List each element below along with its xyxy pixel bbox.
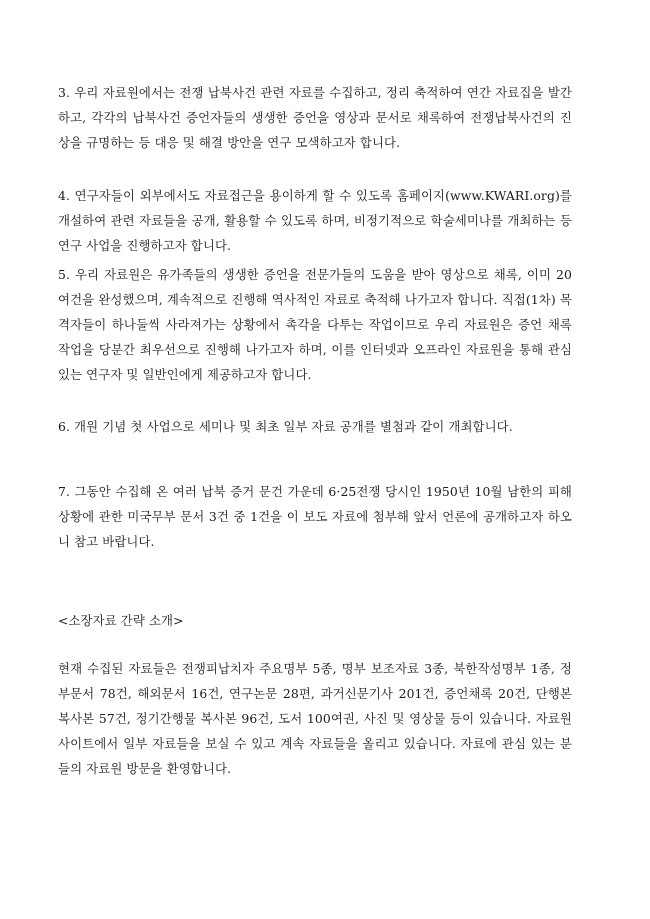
paragraph-4: 4. 연구자들이 외부에서도 자료접근을 용이하게 할 수 있도록 홈페이지(www.KWARI.org)를 개설하여 관련 자료들을 공개, 활용할 수 있도록 하며, 비정기적으로 학술세미나를 개최하는 등 연구 사업을 진행하고자 합니다. bbox=[58, 188, 572, 253]
paragraph-7: 7. 그동안 수집해 온 여러 납북 증거 문건 가운데 6·25전쟁 당시인 1950년 10월 남한의 피해 상황에 관한 미국무부 문서 3건 중 1건을 이 보도 자료에 첨부해 앞서 언론에 공개하고자 하오니 참고 바랍니다. bbox=[58, 484, 572, 549]
paragraph-3: 3. 우리 자료원에서는 전쟁 납북사건 관련 자료를 수집하고, 정리 축적하여 연간 자료집을 발간하고, 각각의 납북사건 증언자들의 생생한 증언을 영상과 문서로 채록하여 전쟁납북사건의 진상을 규명하는 등 대응 및 해결 방안을 연구 모색하고자 합니다. bbox=[58, 85, 572, 150]
collection-section-heading: <소장자료 간략 소개> bbox=[58, 613, 184, 628]
collection-summary-paragraph: 현재 수집된 자료들은 전쟁피납치자 주요명부 5종, 명부 보조자료 3종, 북한작성명부 1종, 정부문서 78건, 해외문서 16건, 연구논문 28편, 과거신문기사 201건, 증언채록 20건, 단행본 복사본 57건, 정기간행물 복사본 96건, 도서 100여권, 사진 및 영상물 등이 있습니다. 자료원 사이트에서 일부 자료들을 보실 수 있고 계속 자료들을 올리고 있습니다. 자료에 관심 있는 분들의 자료원 방문을 환영합니다. bbox=[58, 661, 572, 776]
paragraph-6: 6. 개원 기념 첫 사업으로 세미나 및 최초 일부 자료 공개를 별첨과 같이 개최합니다. bbox=[58, 419, 513, 434]
paragraph-5: 5. 우리 자료원은 유가족들의 생생한 증언을 전문가들의 도움을 받아 영상으로 채록, 이미 20여건을 완성했으며, 계속적으로 진행해 역사적인 자료로 축적해 나가고자 합니다. 직접(1차) 목격자들이 하나둘씩 사라져가는 상황에서 촉각을 다투는 작업이므로 우리 자료원은 증언 채록 작업을 당분간 최우선으로 진행해 나가고자 하며, 이를 인터넷과 오프라인 자료원을 통해 관심 있는 연구자 및 일반인에게 제공하고자 합니다. bbox=[58, 267, 572, 382]
